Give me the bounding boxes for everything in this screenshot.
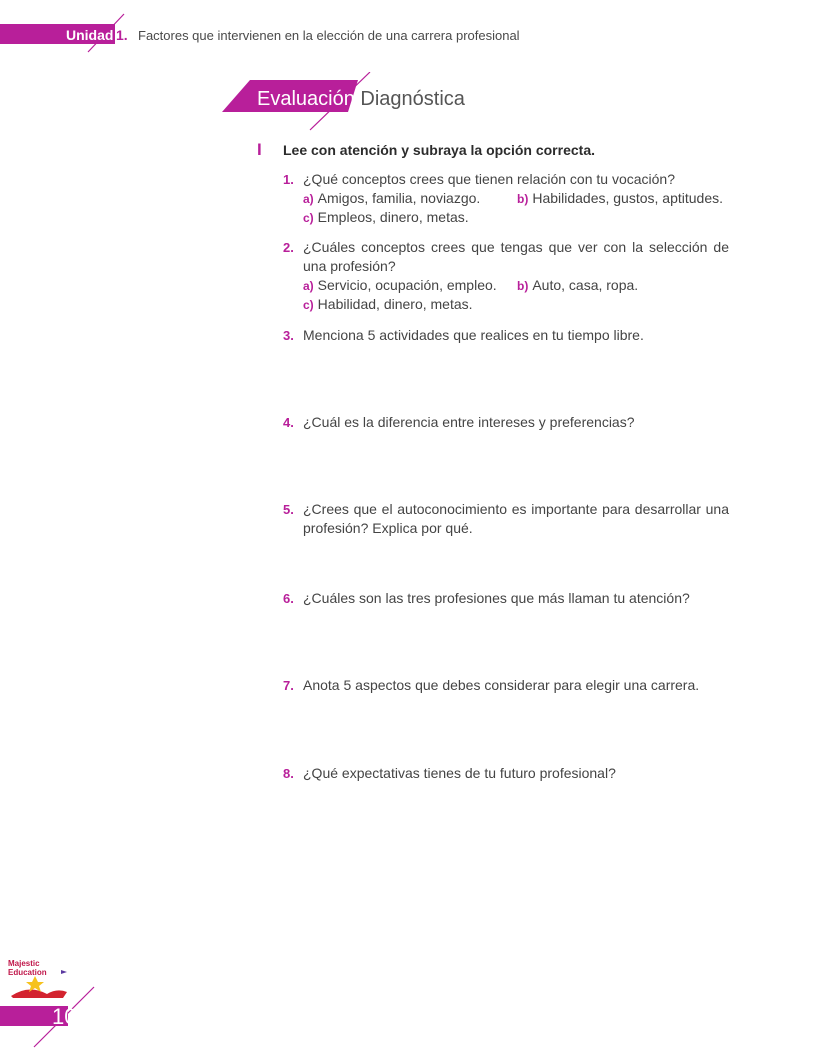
question-number: 4. (283, 415, 294, 430)
question-number: 6. (283, 591, 294, 606)
question-text: Menciona 5 actividades que realices en tu tiempo libre. (303, 327, 644, 343)
question-number: 3. (283, 328, 294, 343)
option-text: Servicio, ocupación, empleo. (317, 277, 497, 293)
question-number: 7. (283, 678, 294, 693)
logo-line-1: Majestic (8, 959, 40, 968)
option-letter: b) (517, 279, 529, 293)
chapter-title: Factores que intervienen en la elección de una carrera profesional (138, 28, 520, 43)
question-text: ¿Cuáles conceptos crees que tengas que ver con la selección de una profesión? (303, 239, 729, 274)
option-letter: a) (303, 192, 314, 206)
question-item (283, 326, 729, 345)
option-text: Auto, casa, ropa. (532, 277, 639, 293)
evaluation-title (257, 88, 465, 111)
option-a[interactable] (303, 189, 480, 209)
logo-line-2: Education (8, 968, 47, 977)
option-list (303, 189, 729, 227)
option-b[interactable] (517, 189, 723, 209)
question-text: ¿Crees que el autoconocimiento es importante para desarrollar una profesión? Explica por qué. (303, 501, 729, 536)
option-text: Habilidades, gustos, aptitudes. (532, 190, 724, 206)
evaluation-title-part1: Evaluación (257, 88, 355, 110)
option-list (303, 276, 729, 314)
question-text: ¿Qué expectativas tienes de tu futuro profesional? (303, 765, 616, 781)
question-item (283, 413, 729, 432)
option-letter: c) (303, 211, 314, 225)
unit-label: Unidad (66, 27, 114, 43)
section-instructions: Lee con atención y subraya la opción correcta. (283, 142, 595, 158)
option-text: Amigos, familia, noviazgo. (317, 190, 481, 206)
question-item (283, 238, 729, 314)
logo-wordmark (8, 959, 47, 977)
question-number: 2. (283, 240, 294, 255)
question-item (283, 170, 729, 227)
question-number: 8. (283, 766, 294, 781)
question-text: ¿Qué conceptos crees que tienen relación con tu vocación? (303, 171, 676, 187)
question-number: 1. (283, 172, 294, 187)
unit-number: 1. (116, 27, 128, 43)
page-number: 10 (52, 1004, 77, 1029)
question-text: ¿Cuáles son las tres profesiones que más llaman tu atención? (303, 590, 690, 606)
option-text: Empleos, dinero, metas. (317, 209, 469, 225)
option-a[interactable] (303, 276, 497, 296)
section-number: I (257, 140, 262, 159)
option-c[interactable] (303, 208, 469, 228)
option-text: Habilidad, dinero, metas. (317, 296, 473, 312)
question-text: ¿Cuál es la diferencia entre intereses y preferencias? (303, 414, 635, 430)
option-letter: a) (303, 279, 314, 293)
evaluation-title-part2: Diagnóstica (360, 88, 465, 110)
question-item (283, 589, 729, 608)
question-item (283, 500, 729, 538)
option-letter: c) (303, 298, 314, 312)
option-c[interactable] (303, 295, 473, 315)
question-item (283, 764, 729, 783)
question-text: Anota 5 aspectos que debes considerar para elegir una carrera. (303, 677, 700, 693)
question-item (283, 676, 729, 695)
option-b[interactable] (517, 276, 638, 296)
question-number: 5. (283, 502, 294, 517)
option-letter: b) (517, 192, 529, 206)
